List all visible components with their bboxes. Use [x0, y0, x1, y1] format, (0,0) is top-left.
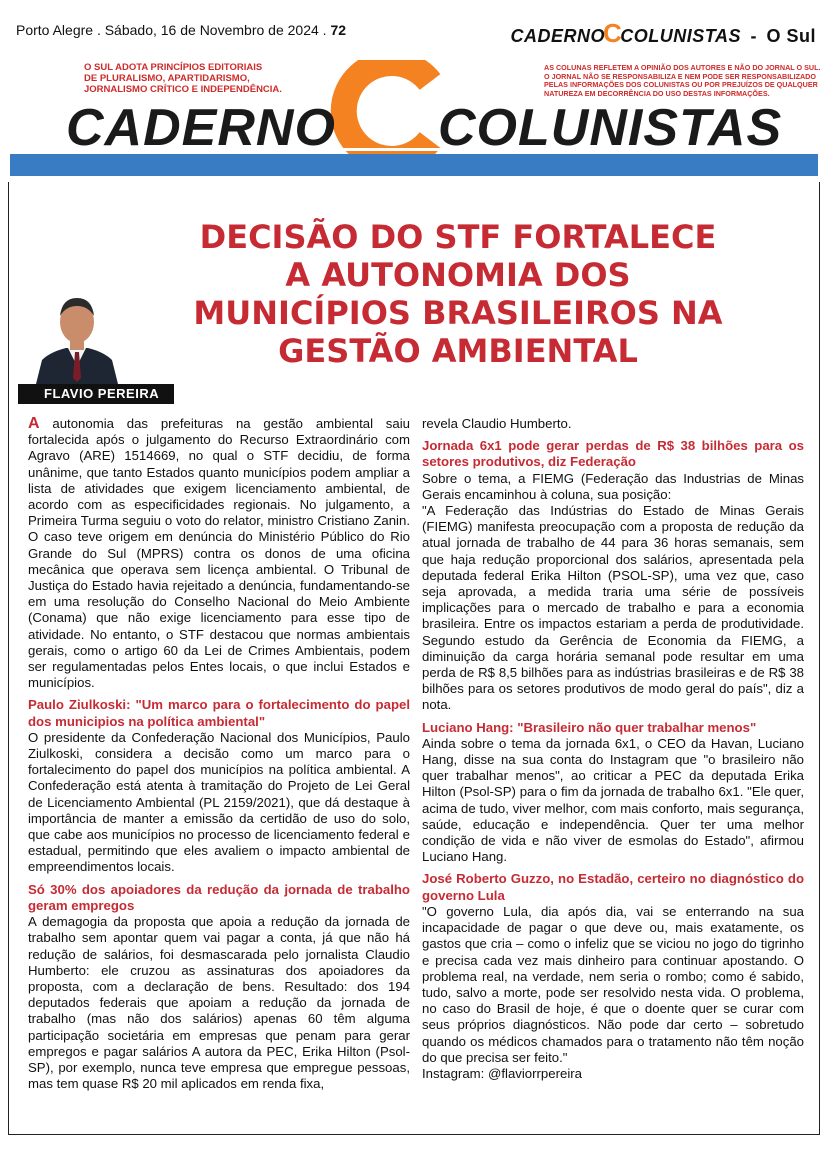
- brand-small-separator: -: [750, 26, 757, 46]
- author-photo: [28, 286, 126, 384]
- article-headline: [168, 218, 748, 370]
- right-note-line: PELAS INFORMAÇÕES DOS COLUNISTAS OU POR PREJUÍZOS DE QUALQUER: [544, 80, 818, 90]
- paragraph-guzzo: "O governo Lula, dia após dia, vai se enterrando na sua incapacidade de pagar o que deve ou, mais exatamente, os gastos que cria – como o infeliz que se viciou no jogo do tigrinho e precisa cada vez mais dinheiro para continuar apostando. O problema real, na verdade, nem seria o rombo; como é sabido, tudo, salvo a morte, pode ser resolvido nesta vida. O problema, no caso do Brasil de hoje, é que o doente quer se curar com seus próprios diagnósticos. Não pode dar certo – sobretudo quando os médicos chamados para o tratamento não têm noção do que precisa ser feito.": [422, 903, 804, 1065]
- brand-small-right: COLUNISTAS: [620, 26, 741, 46]
- right-note-line: O JORNAL NÃO SE RESPONSABILIZA E NEM PODE SER RESPONSABILIZADO: [544, 71, 816, 81]
- author-name: FLAVIO PEREIRA: [44, 386, 160, 401]
- headline-line: MUNICÍPIOS BRASILEIROS NA: [193, 294, 723, 332]
- top-bar: [0, 0, 828, 58]
- editorial-principles-note: [84, 62, 324, 95]
- subheading-jornada: Só 30% dos apoiadores da redução da jornada de trabalho geram empregos: [28, 881, 410, 913]
- masthead: [0, 58, 828, 182]
- paragraph-ziulkoski: O presidente da Confederação Nacional dos Municípios, Paulo Ziulkoski, considera a decisão como um marco para o fortalecimento do papel dos municípios na política ambiental. A Confederação está atenta à tramitação do Projeto de Lei Geral de Licenciamento Ambiental (PL 2159/2021), que dá destaque à importância de manter a emissão da certidão de uso do solo, que cabe aos municípios no processo de licenciamento federal e estadual, permitindo que eles avaliem o impacto ambiental de empreendimentos locais.: [28, 729, 410, 875]
- masthead-title-right: COLUNISTAS: [438, 99, 783, 157]
- headline-line: DECISÃO DO STF FORTALECE: [199, 218, 717, 256]
- brand-small-logo: [510, 18, 816, 49]
- left-note-line: JORNALISMO CRÍTICO E INDEPENDÊNCIA.: [84, 84, 282, 95]
- subheading-ziulkoski: Paulo Ziulkoski: "Um marco para o fortalecimento do papel dos municipios na política ambiental": [28, 697, 410, 729]
- headline-line: A AUTONOMIA DOS: [285, 256, 631, 294]
- brand-small-left: CADERNO: [510, 26, 605, 46]
- subheading-guzzo: José Roberto Guzzo, no Estadão, certeiro no diagnóstico do governo Lula: [422, 871, 804, 903]
- brand-small-paper: O Sul: [766, 26, 816, 46]
- instagram-handle: Instagram: @flaviorrpereira: [422, 1065, 582, 1081]
- right-note-line: AS COLUNAS REFLETEM A OPINIÃO DOS AUTORES E NÃO DO JORNAL O SUL.: [544, 63, 821, 72]
- dateline: [16, 22, 346, 38]
- left-note-line: O SUL ADOTA PRINCÍPIOS EDITORIAIS: [84, 62, 263, 73]
- article-column-left: [28, 416, 410, 1092]
- paragraph-fiemg: Sobre o tema, a FIEMG (Federação das Industrias de Minas Gerais encaminhou à coluna, sua posição:: [422, 470, 804, 502]
- disclaimer-note: [544, 64, 822, 98]
- left-note-line: DE PLURALISMO, APARTIDARISMO,: [84, 73, 250, 84]
- masthead-title-left: CADERNO: [66, 99, 336, 157]
- intro-paragraph: [28, 416, 410, 691]
- paragraph-jornada: A demagogia da proposta que apoia a redução da jornada de trabalho sem apontar quem vai pagar a conta, já que não há redução de salários, foi desmascarada pelo jornalista Claudio Humberto: ele cruzou as assinaturas dos apoiadores da proposta, com a declaração de bens. Resultado: dos 194 deputados federais que apoiam a redução da jornada de trabalho (mas não dos salários) apenas 60 têm alguma participação societária em empresas que penam para gerar empregos e pagar salários A autora da PEC, Erika Hilton (Psol-SP), por exemplo, nunca teve empresa que empregue pessoas, mas tem quase R$ 20 mil aplicados em renda fixa,: [28, 914, 410, 1092]
- brand-small-c: C: [603, 18, 623, 48]
- paragraph-fiemg-quote: "A Federação das Indústrias do Estado de Minas Gerais (FIEMG) manifesta preocupação com a proposta de redução da atual jornada de trabalho de 44 para 36 horas semanais, sem que haja redução proporcional dos salários, apresentada pela deputada federal Erika Hilton (PSOL-SP), uma vez que, caso seja aprovada, a medida traria uma série de possíveis implicações para o mercado de trabalho e para a economia brasileira. Entre os impactos estariam a perda de produtividade. Segundo estudo da Gerência de Economia da FIEMG, a diminuição da carga horária semanal pode resultar em uma perda de R$ 8,5 bilhões para as indústrias brasileiras e de R$ 38 bilhões para os setores produtivos de modo geral do país", diz a nota.: [422, 503, 804, 713]
- intro-initial: A: [28, 415, 40, 432]
- intro-text: autonomia das prefeituras na gestão ambiental saiu fortalecida após o julgamento do Recurso Extraordinário com Agravo (ARE) 1514669, no qual o STF decidiu, de forma unânime, que tanto Estados quanto municípios podem ampliar a lista de atividades que exigem licenciamento ambiental, de acordo com as especificidades regionais. No julgamento, a Primeira Turma seguiu o voto do relator, ministro Cristiano Zanin. O caso teve origem em denúncia do Ministério Público do Rio Grande do Sul (MPRS) contra os donos de uma oficina mecânica que operava sem licença ambiental. O Tribunal de Justiça do Estado havia rejeitado a denúncia, fundamentando-se em uma resolução do Conselho Nacional do Meio Ambiente (Conama) que não exige licenciamento para esse tipo de atividade. No entanto, o STF destacou que normas ambientais gerais, como o artigo 60 da Lei de Crimes Ambientais, podem ser regulamentadas pelos Entes locais, o que inclui Estados e municípios.: [28, 416, 410, 691]
- subheading-fiemg: Jornada 6x1 pode gerar perdas de R$ 38 bilhões para os setores produtivos, diz Federação: [422, 438, 804, 470]
- paragraph-jornada-continued: revela Claudio Humberto.: [422, 416, 572, 431]
- dateline-text: Porto Alegre . Sábado, 16 de Novembro de 2024 .: [16, 22, 327, 38]
- article-column-right: [422, 416, 804, 1082]
- right-note-line: NATUREZA EM DECORRÊNCIA DO USO DESTAS INFORMAÇÕES.: [544, 88, 770, 98]
- subheading-hang: Luciano Hang: "Brasileiro não quer trabalhar menos": [422, 719, 757, 735]
- page-number: 72: [330, 22, 347, 38]
- paragraph-hang: Ainda sobre o tema da jornada 6x1, o CEO da Havan, Luciano Hang, disse na sua conta do Instagram que "o brasileiro não quer trabalhar menos", ao criticar a PEC da deputada Erika Hilton (Psol-SP) para o fim da jornada de trabalho 6x1. "Ele quer, acima de tudo, viver melhor, com mais conforto, mais segurança, saúde, educação e independência. Quer ter uma melhor condição de vida e não viver de esmolas do Estado", afirmou Luciano Hang.: [422, 735, 804, 865]
- headline-line: GESTÃO AMBIENTAL: [278, 332, 638, 370]
